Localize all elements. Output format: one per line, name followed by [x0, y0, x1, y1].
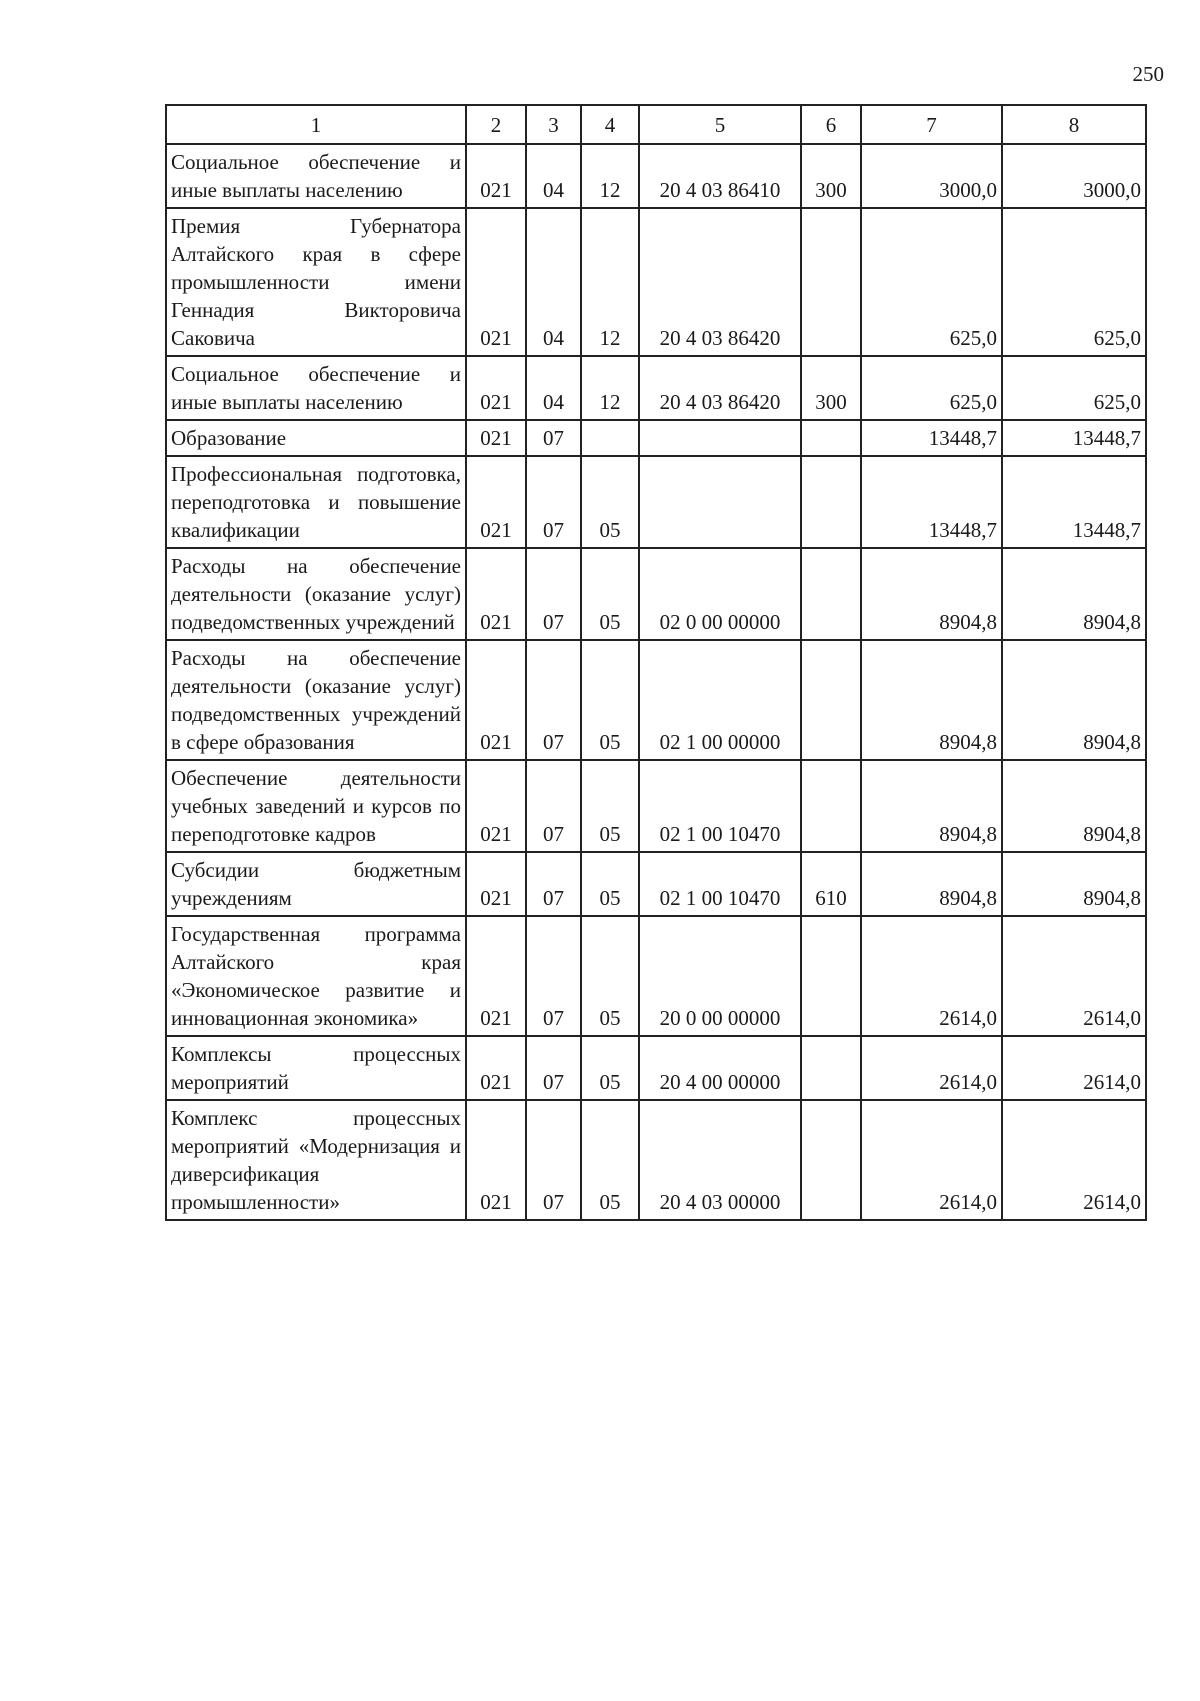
- header-row: [166, 105, 1146, 144]
- item-name-cell: Расходы на обеспечение деятельности (оказание услуг) подведомственных учреждений: [166, 548, 466, 640]
- section-code-cell: 07: [526, 916, 581, 1036]
- section-code-cell: 07: [526, 1036, 581, 1100]
- amount-cell: 625,0: [861, 208, 1002, 356]
- admin-code-cell: 021: [466, 760, 526, 852]
- subsection-code-cell: 05: [581, 548, 639, 640]
- target-article-cell: 02 1 00 10470: [639, 852, 801, 916]
- table-row: [166, 144, 1146, 208]
- expense-type-cell: [801, 640, 861, 760]
- table-row: [166, 548, 1146, 640]
- amount-cell: 8904,8: [861, 640, 1002, 760]
- section-code-cell: 07: [526, 760, 581, 852]
- table-row: [166, 420, 1146, 456]
- item-name-cell: Субсидии бюджетным учреждениям: [166, 852, 466, 916]
- target-article-cell: 02 0 00 00000: [639, 548, 801, 640]
- item-name-cell: Образование: [166, 420, 466, 456]
- header-cell: 7: [861, 105, 1002, 144]
- admin-code-cell: 021: [466, 1036, 526, 1100]
- header-cell: 3: [526, 105, 581, 144]
- expense-type-cell: [801, 548, 861, 640]
- item-name-cell: Обеспечение деятельности учебных заведений и курсов по переподготовке кадров: [166, 760, 466, 852]
- amount-cell: 2614,0: [1002, 1100, 1146, 1220]
- budget-table: [165, 104, 1147, 1221]
- amount-cell: 2614,0: [861, 1036, 1002, 1100]
- table-row: [166, 356, 1146, 420]
- header-cell: 2: [466, 105, 526, 144]
- header-cell: 1: [166, 105, 466, 144]
- page-number: 250: [1132, 62, 1164, 86]
- section-code-cell: 07: [526, 456, 581, 548]
- target-article-cell: [639, 420, 801, 456]
- amount-cell: 8904,8: [1002, 852, 1146, 916]
- amount-cell: 8904,8: [861, 852, 1002, 916]
- item-name-cell: Комплексы процессных мероприятий: [166, 1036, 466, 1100]
- section-code-cell: 04: [526, 208, 581, 356]
- amount-cell: 8904,8: [861, 548, 1002, 640]
- header-cell: 5: [639, 105, 801, 144]
- amount-cell: 625,0: [861, 356, 1002, 420]
- subsection-code-cell: 05: [581, 916, 639, 1036]
- admin-code-cell: 021: [466, 548, 526, 640]
- item-name-cell: Комплекс процессных мероприятий «Модернизация и диверсификация промышленности»: [166, 1100, 466, 1220]
- admin-code-cell: 021: [466, 640, 526, 760]
- table-row: [166, 760, 1146, 852]
- expense-type-cell: [801, 420, 861, 456]
- target-article-cell: 20 4 03 86410: [639, 144, 801, 208]
- target-article-cell: 20 4 03 00000: [639, 1100, 801, 1220]
- subsection-code-cell: 05: [581, 1100, 639, 1220]
- amount-cell: 2614,0: [1002, 1036, 1146, 1100]
- section-code-cell: 07: [526, 852, 581, 916]
- expense-type-cell: 610: [801, 852, 861, 916]
- admin-code-cell: 021: [466, 144, 526, 208]
- item-name-cell: Социальное обеспечение и иные выплаты населению: [166, 144, 466, 208]
- expense-type-cell: [801, 208, 861, 356]
- item-name-cell: Расходы на обеспечение деятельности (оказание услуг) подведомственных учреждений в сфере образования: [166, 640, 466, 760]
- amount-cell: 13448,7: [1002, 420, 1146, 456]
- table-body: [166, 144, 1146, 1220]
- amount-cell: 625,0: [1002, 356, 1146, 420]
- target-article-cell: [639, 456, 801, 548]
- table-row: [166, 852, 1146, 916]
- subsection-code-cell: 05: [581, 1036, 639, 1100]
- expense-type-cell: [801, 760, 861, 852]
- amount-cell: 3000,0: [1002, 144, 1146, 208]
- subsection-code-cell: 05: [581, 456, 639, 548]
- subsection-code-cell: 05: [581, 760, 639, 852]
- header-cell: 8: [1002, 105, 1146, 144]
- subsection-code-cell: 12: [581, 356, 639, 420]
- item-name-cell: Профессиональная подготовка, переподготовка и повышение квалификации: [166, 456, 466, 548]
- subsection-code-cell: 12: [581, 208, 639, 356]
- item-name-cell: Социальное обеспечение и иные выплаты населению: [166, 356, 466, 420]
- table-row: [166, 456, 1146, 548]
- target-article-cell: 02 1 00 00000: [639, 640, 801, 760]
- subsection-code-cell: 05: [581, 852, 639, 916]
- admin-code-cell: 021: [466, 356, 526, 420]
- admin-code-cell: 021: [466, 208, 526, 356]
- item-name-cell: Государственная программа Алтайского края «Экономическое развитие и инновационная экономика»: [166, 916, 466, 1036]
- table-row: [166, 916, 1146, 1036]
- expense-type-cell: [801, 916, 861, 1036]
- table-row: [166, 208, 1146, 356]
- amount-cell: 2614,0: [861, 1100, 1002, 1220]
- target-article-cell: 20 4 03 86420: [639, 356, 801, 420]
- subsection-code-cell: 05: [581, 640, 639, 760]
- admin-code-cell: 021: [466, 852, 526, 916]
- target-article-cell: 02 1 00 10470: [639, 760, 801, 852]
- section-code-cell: 04: [526, 356, 581, 420]
- expense-type-cell: 300: [801, 356, 861, 420]
- section-code-cell: 07: [526, 548, 581, 640]
- amount-cell: 8904,8: [1002, 760, 1146, 852]
- amount-cell: 8904,8: [1002, 640, 1146, 760]
- subsection-code-cell: [581, 420, 639, 456]
- target-article-cell: 20 4 00 00000: [639, 1036, 801, 1100]
- amount-cell: 2614,0: [861, 916, 1002, 1036]
- table-row: [166, 640, 1146, 760]
- section-code-cell: 07: [526, 640, 581, 760]
- table-row: [166, 1036, 1146, 1100]
- amount-cell: 8904,8: [1002, 548, 1146, 640]
- table-row: [166, 1100, 1146, 1220]
- expense-type-cell: 300: [801, 144, 861, 208]
- amount-cell: 13448,7: [861, 456, 1002, 548]
- section-code-cell: 04: [526, 144, 581, 208]
- amount-cell: 8904,8: [861, 760, 1002, 852]
- target-article-cell: 20 0 00 00000: [639, 916, 801, 1036]
- expense-type-cell: [801, 456, 861, 548]
- admin-code-cell: 021: [466, 420, 526, 456]
- section-code-cell: 07: [526, 1100, 581, 1220]
- admin-code-cell: 021: [466, 1100, 526, 1220]
- admin-code-cell: 021: [466, 456, 526, 548]
- amount-cell: 625,0: [1002, 208, 1146, 356]
- subsection-code-cell: 12: [581, 144, 639, 208]
- header-cell: 4: [581, 105, 639, 144]
- expense-type-cell: [801, 1100, 861, 1220]
- amount-cell: 13448,7: [1002, 456, 1146, 548]
- amount-cell: 2614,0: [1002, 916, 1146, 1036]
- amount-cell: 3000,0: [861, 144, 1002, 208]
- item-name-cell: Премия Губернатора Алтайского края в сфере промышленности имени Геннадия Викторовича Саковича: [166, 208, 466, 356]
- section-code-cell: 07: [526, 420, 581, 456]
- header-cell: 6: [801, 105, 861, 144]
- target-article-cell: 20 4 03 86420: [639, 208, 801, 356]
- admin-code-cell: 021: [466, 916, 526, 1036]
- amount-cell: 13448,7: [861, 420, 1002, 456]
- expense-type-cell: [801, 1036, 861, 1100]
